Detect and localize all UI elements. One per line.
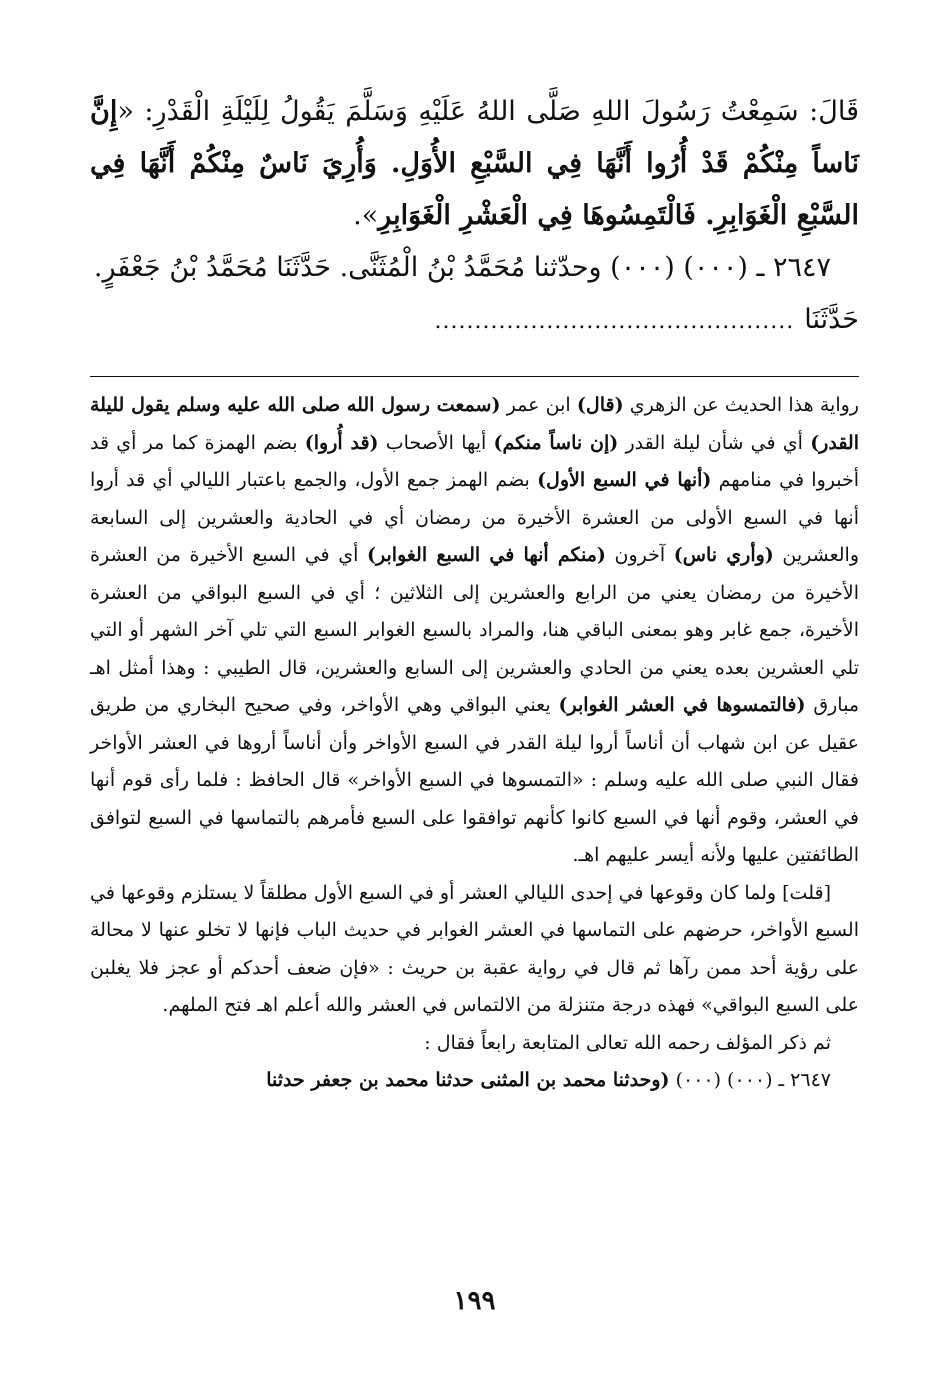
isnad-continuation [90, 294, 859, 348]
commentary-paragraph-1 [90, 387, 859, 875]
highlighted-quote: (سمعت رسول الله صلى الله عليه وسلم يقول لليلة القدر) [90, 394, 860, 454]
commentary-text: رواية هذا الحديث عن الزهري [623, 394, 859, 416]
commentary-text: بضم الهمزة كما مر أي قد أخبروا في منامهم [90, 431, 859, 491]
isnad-chain [90, 242, 859, 294]
ellipsis-dots: ............................................. [434, 309, 795, 334]
isnad-bold: (وحدثنا محمد بن المثنى حدثنا محمد بن جعفر حدثنا [266, 1069, 670, 1091]
commentary-text: أي في السبع الأخيرة من العشرة الأخيرة من رمضان يعني من الرابع والعشرين إلى الثلاثين ؛ أي في السبع البواقي من العشرة الأخيرة، جمع غابر وهو بمعنى الباقي هنا، والمراد بالسبع الغوابر السبع التي تلي آخر الشهر أو التي تلي العشرين بعده يعني من الحادي والعشرين إلى السابع والعشرين، قال الطيبي : وهذا أمثل اهـ مبارق [90, 544, 859, 716]
isnad-text: ٢٦٤٧ ـ (٠٠٠) (٠٠٠) وحدّثنا مُحَمَّدُ بْنُ الْمُثَنَّى. حَدَّثَنَا مُحَمَّدُ بْنُ جَعْفَرٍ. [93, 252, 831, 283]
isnad-continuation-word: حَدَّثَنَا [804, 304, 859, 335]
book-page [90, 86, 859, 1367]
hadith-quote: إِنَّ نَاساً مِنْكُمْ قَدْ أُرُوا أَنَّهَا فِي السَّبْعِ الأُوَلِ. وَأُرِيَ نَاسٌ مِنْكُمْ أَنَّهَا فِي السَّبْعِ الْغَوَابِرِ. فَالْتَمِسُوهَا فِي الْعَشْرِ الْغَوَابِرِ [90, 96, 859, 231]
commentary-text: ابن عمر [500, 394, 577, 416]
hadith-quote-end: ». [353, 200, 379, 231]
hadith-number: ٢٦٤٧ ـ (٠٠٠) (٠٠٠) [669, 1069, 831, 1091]
highlighted-quote: (قال) [576, 394, 624, 416]
commentary-block [90, 387, 859, 1100]
hadith-text-block [90, 86, 859, 348]
hadith-intro: قَالَ: سَمِعْتُ رَسُولَ اللهِ صَلَّى اللهُ عَلَيْهِ وَسَلَّمَ يَقُولُ لِلَيْلَةِ الْقَدْرِ: « [117, 96, 859, 127]
section-divider [90, 376, 859, 377]
hadith-narration [90, 86, 859, 242]
highlighted-quote: (منكم أنها في السبع الغوابر) [367, 544, 606, 566]
commentary-text: يعني البواقي وهي الأواخر، وفي صحيح البخاري من طريق عقيل عن ابن شهاب أن أناساً أروا ليلة القدر في السبع الأواخر وأن أناساً أروها في العشر الأواخر فقال النبي صلى الله عليه وسلم : «التمسوها في السبع الأواخر» قال الحافظ : فلما رأى قوم أنها في العشر، وقوم أنها في السبع كانوا كأنهم توافقوا على السبع فأمرهم بالتماسها في السبع لتوافق الطائفتين عليها ولأنه أيسر عليهم اهـ. [90, 694, 859, 866]
commentary-text: أي في شأن ليلة القدر [618, 431, 811, 454]
commentary-text: آخرون [605, 544, 674, 566]
highlighted-quote: (إن ناساً منكم) [493, 431, 619, 454]
highlighted-quote: (فالتمسوها في العشر الغوابر) [558, 694, 806, 716]
highlighted-quote: (وأري ناس) [673, 544, 774, 566]
highlighted-quote: (أنها في السبع الأول) [537, 469, 712, 491]
commentary-paragraph-2: [قلت] ولما كان وقوعها في إحدى الليالي العشر أو في السبع الأول مطلقاً لا يستلزم وقوعها في السبع الأواخر، حرضهم على التماسها في العشر الغوابر في حديث الباب فإنها لا تخلو عنها لا محالة على رؤية أحد ممن رآها ثم قال في رواية عقبة بن حريث : «فإن ضعف أحدكم أو عجز فلا يغلبن على السبع البواقي» فهذه درجة متنزلة من الالتماس في العشر والله أعلم اهـ فتح الملهم. [90, 881, 859, 1016]
highlighted-quote: (قد أُروا) [304, 431, 379, 454]
commentary-paragraph-3: ثم ذكر المؤلف رحمه الله تعالى المتابعة رابعاً فقال : [424, 1031, 831, 1054]
commentary-paragraph-4 [90, 1062, 859, 1100]
commentary-text: أيها الأصحاب [378, 431, 494, 454]
page-number: ١٩٩ [453, 1286, 496, 1316]
commentary-text: بضم الهمز جمع الأول، والجمع باعتبار الليالي أي قد أروا أنها في السبع الأولى من العشرة الأخيرة من رمضان أي في الحادية والعشرين إلى السابعة والعشرين [90, 469, 859, 566]
